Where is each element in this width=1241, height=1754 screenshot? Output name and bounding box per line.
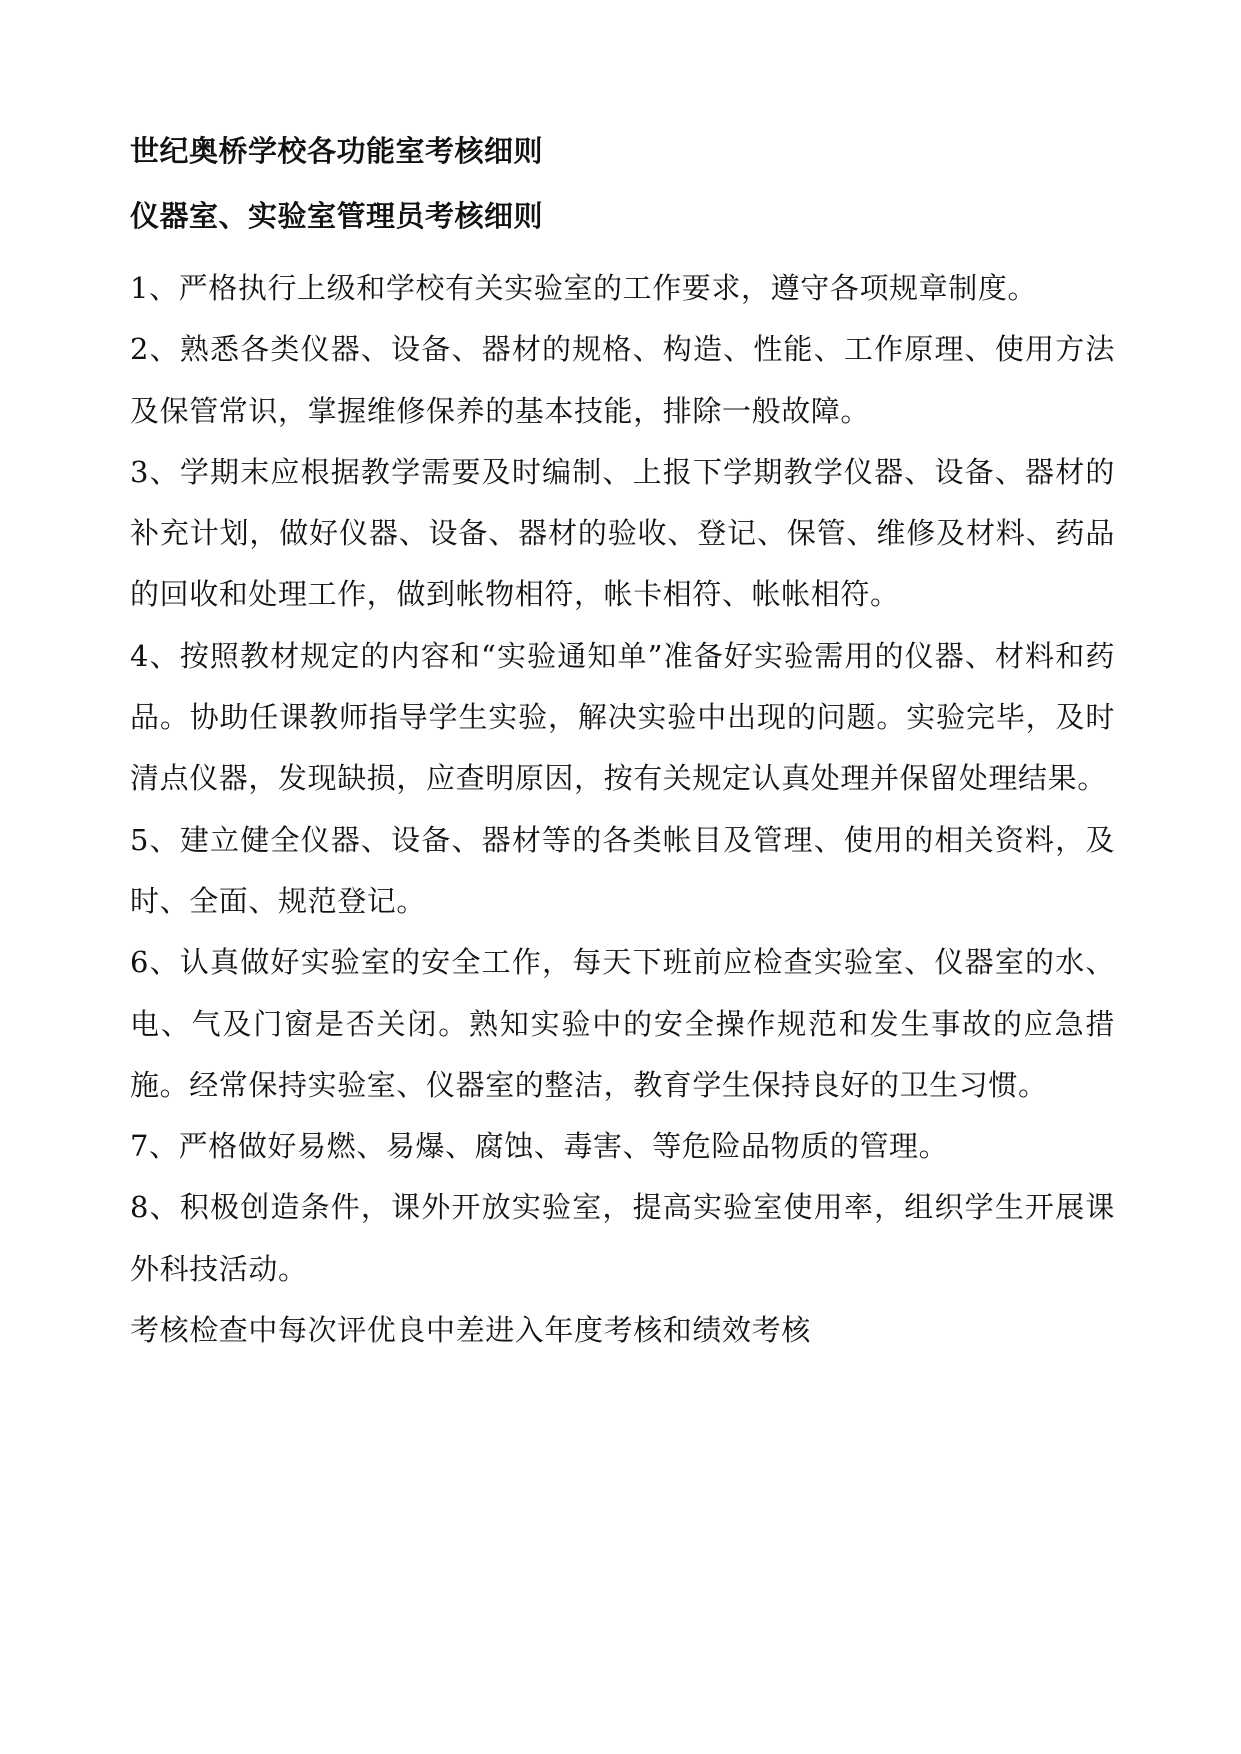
document-subtitle: 仪器室、实验室管理员考核细则 (130, 199, 544, 233)
clause-2: 2、熟悉各类仪器、设备、器材的规格、构造、性能、工作原理、使用方法及保管常识，掌握维修保养的基本技能，排除一般故障。 (130, 332, 1115, 428)
clause-5: 5、建立健全仪器、设备、器材等的各类帐目及管理、使用的相关资料，及时、全面、规范登记。 (130, 822, 1115, 918)
clause-4: 4、按照教材规定的内容和“实验通知单”准备好实验需用的仪器、材料和药品。协助任课教师指导学生实验，解决实验中出现的问题。实验完毕，及时清点仪器，发现缺损，应查明原因，按有关规定认真处理并保留处理结果。 (130, 638, 1115, 796)
clause-1: 1、严格执行上级和学校有关实验室的工作要求，遵守各项规章制度。 (130, 271, 1038, 305)
clause-8: 8、积极创造条件，课外开放实验室，提高实验室使用率，组织学生开展课外科技活动。 (130, 1190, 1115, 1286)
clause-6: 6、认真做好实验室的安全工作，每天下班前应检查实验室、仪器室的水、电、气及门窗是否关闭。熟知实验中的安全操作规范和发生事故的应急措施。经常保持实验室、仪器室的整洁，教育学生保持良好的卫生习惯。 (130, 945, 1115, 1102)
clause-3: 3、学期末应根据教学需要及时编制、上报下学期教学仪器、设备、器材的补充计划，做好仪器、设备、器材的验收、登记、保管、维修及材料、药品的回收和处理工作，做到帐物相符，帐卡相符、帐帐相符。 (130, 454, 1115, 612)
clause-7: 7、严格做好易燃、易爆、腐蚀、毒害、等危险品物质的管理。 (130, 1129, 949, 1164)
document-title: 世纪奥桥学校各功能室考核细则 (130, 134, 544, 168)
assessment-note: 考核检查中每次评优良中差进入年度考核和绩效考核 (130, 1313, 811, 1348)
document-body (130, 128, 1115, 1361)
